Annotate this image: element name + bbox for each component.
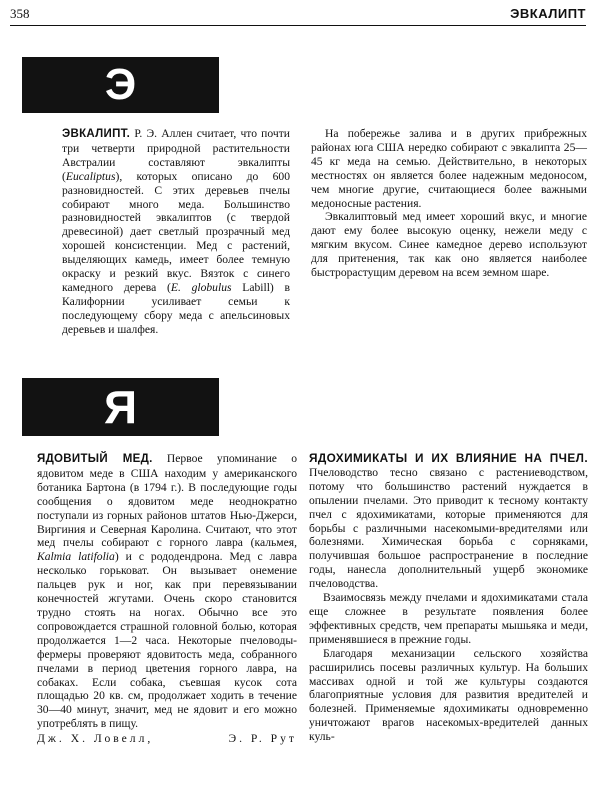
poison-honey-text-1: Первое упоминание о ядовитом меде в США находим у американского ботаника Бартона (в 1794 г.). В последующие годы сообщения о ядовитом меде неоднократно поступали из горных районов штатов Нью-Джерси, Виргиния и Северная Каролина. Считают, что этот мед пчелы собирают с горного лавра (кальмея, bbox=[37, 452, 298, 550]
pesticides-title: ЯДОХИМИКАТЫ И ИХ ВЛИЯНИЕ НА ПЧЕЛ. bbox=[309, 451, 588, 465]
eucalyptus-entry bbox=[62, 127, 290, 337]
eucalyptus-left-column bbox=[62, 127, 290, 337]
page-number: 358 bbox=[10, 6, 30, 21]
page-header bbox=[10, 6, 586, 26]
section-letter-ya-text: Я bbox=[103, 381, 138, 433]
header-rule bbox=[10, 25, 586, 26]
eucalyptus-title: ЭВКАЛИПТ. bbox=[62, 128, 131, 140]
pesticides-paragraph-1: Пчеловодство тесно связано с растениеводством, потому что большинство растений нуждается в опылении пчелами. Это приводит к тесному контакту пчел с ядохимикатами, которые применяются для борьбы с различными насекомыми-вредителями или болезнями. Химическая борьба с сорняками, получившая большое распространение в последние годы, нанесла дополнительный ущерб экономике пчеловодства. bbox=[309, 465, 588, 591]
section-letter-e bbox=[22, 57, 219, 113]
poison-honey-column bbox=[37, 452, 297, 746]
pesticides-paragraph-2: Взаимосвязь между пчелами и ядохимикатами стала еще сложнее в результате появления более эффективных средств, чем препараты мышьяка и меди, применявшиеся в прежние годы. bbox=[309, 591, 588, 646]
eucalyptus-latin-1: Eucaliptus bbox=[65, 169, 116, 183]
pesticides-entry bbox=[309, 452, 588, 591]
section-letter-ya bbox=[22, 378, 219, 436]
author-lovell: Дж. Х. Ловелл, bbox=[37, 732, 154, 746]
poison-honey-title: ЯДОВИТЫЙ МЕД. bbox=[37, 453, 153, 465]
author-root: Э. Р. Рут bbox=[228, 732, 297, 746]
eucalyptus-latin-2: E. globulus bbox=[170, 280, 232, 294]
poison-honey-entry bbox=[37, 452, 297, 731]
eucalyptus-text-2: ), которых описано до 600 разновидностей. С этих деревьев пчелы собирают много меда. Большинство разновидностей эвкалиптов (с твердой древесиной) дает светлый прозрачный мед хорошей консистенции. Мед с растений, выделяющих камедь, имеет более темную окраску и резкий вкус. Вязток с синего камедного дерева ( bbox=[62, 169, 290, 294]
section-letter-e-text: Э bbox=[104, 60, 137, 109]
author-signature bbox=[37, 732, 297, 746]
eucalyptus-text-1: Р. Э. Аллен считает, что почти три четверти природной растительности Австралии составляют эвкалипты ( bbox=[62, 127, 290, 183]
eucalyptus-paragraph-taste: Эвкалиптовый мед имеет хороший вкус, и многие дают ему более высокую оценку, нежели меду с мягким вкусом. Синее камедное дерево используют для притенения, так как оно является наиболее быстрорастущим деревом на всем земном шаре. bbox=[311, 210, 587, 280]
pesticides-paragraph-3: Благодаря механизации сельского хозяйства расширились посевы различных культур. На больших массивах одной и той же культуры создаются благоприятные условия для развития вредителей и болезней. Применяемые ядохимикаты одновременно уничтожают врагов насекомых-вредителей данных куль- bbox=[309, 646, 588, 744]
poison-honey-latin: Kalmia latifolia bbox=[37, 550, 115, 564]
poison-honey-text-2: ) и с рододендрона. Мед с лавра несколько горьковат. Он вызывает онемение пальцев рук и ног, как при перевязывании конечностей жгутами. Очень скоро становится трудно стоять на ногах. Обычно все это сопровождается страшной головной болью, которая продолжается 1—2 часа. Некоторые пчеловоды-фермеры проверяют ядовитость меда, собранного пчелами в период цветения горного лавра, на собаках. Если собака, съевшая кусок сота площадью 20 кв. см, продолжает ходить в течение 30—40 минут, значит, мед не ядовит и его можно употреблять в пищу. bbox=[37, 550, 297, 731]
eucalyptus-right-column bbox=[311, 127, 587, 280]
running-head: ЭВКАЛИПТ bbox=[510, 6, 586, 21]
eucalyptus-paragraph-coast: На побережье залива и в других прибрежных районах юга США нередко собирают с эвкалипта 25—45 кг меда на семью. Действительно, в некоторых местностях он является более надежным медоносом, чем многие другие, считающиеся более важными медоносные растения. bbox=[311, 127, 587, 210]
pesticides-column bbox=[309, 452, 588, 744]
eucalyptus-text-3: Labill) в Калифорнии усиливает семьи к последующему сбору меда с апельсиновых деревьев и шалфея. bbox=[62, 280, 290, 336]
